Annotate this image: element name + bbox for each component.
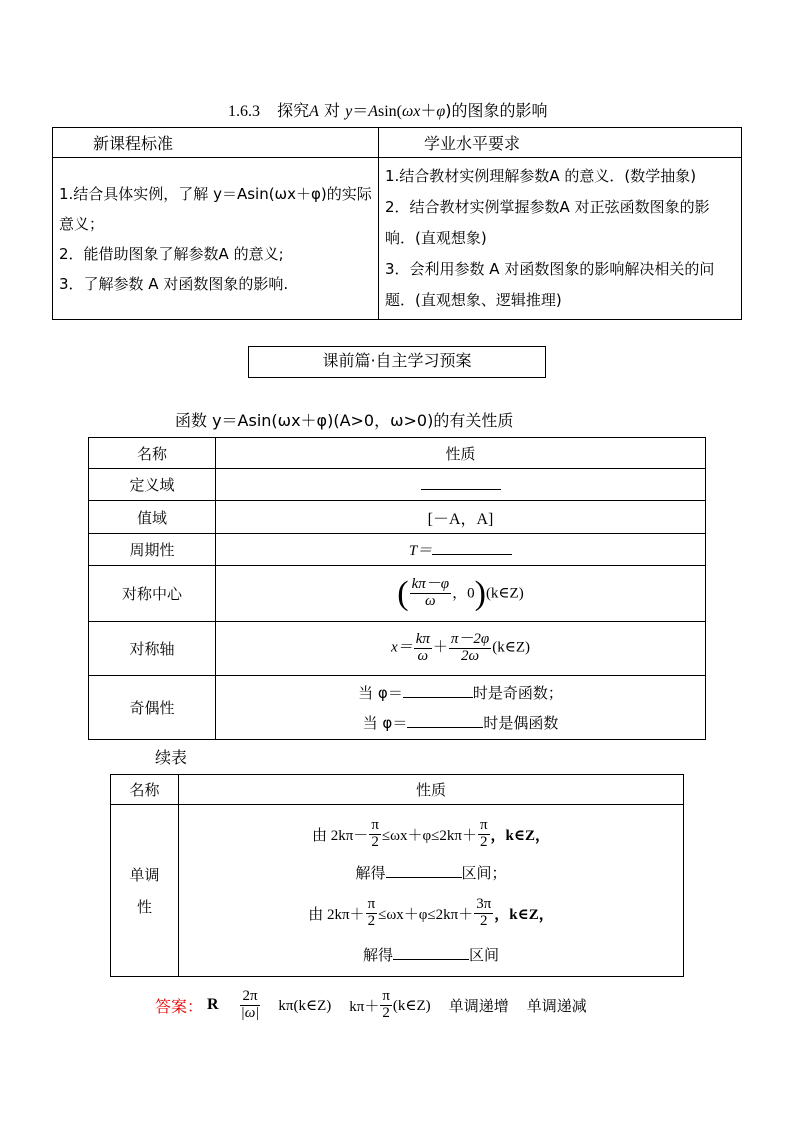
mono-line-1 [179,812,683,858]
section-number: 1.6.3 [228,103,260,120]
axis-cond: (k∈Z) [492,639,530,656]
mono-3c: ，k∈Z， [494,907,554,923]
monotonic-name-2: 性 [136,897,152,916]
answer-line [155,980,587,1030]
title-sin: sin( [377,103,402,120]
axis-den1: ω [417,648,429,664]
standards-header-right: 学业水平要求 [379,128,742,158]
table1-caption: 函数 y＝Asin(ωx＋φ)(A>0，ω>0)的有关性质 [175,411,514,430]
mono-1c: ，k∈Z， [490,828,550,844]
mono-1a: 由 2kπ－ [311,828,369,844]
standards-header-left: 新课程标准 [53,128,379,158]
mono-2a: 解得 [355,863,386,882]
answer-6: 单调递减 [526,996,587,1015]
continued-label: 续表 [155,748,188,767]
axis-x: x＝ [391,639,413,656]
section-box: 课前篇·自主学习预案 [248,346,546,378]
row-parity-name: 奇偶性 [89,676,216,740]
pi-den-b: 2 [480,834,488,850]
row-center-name: 对称中心 [89,566,216,622]
title-tail: )的图象的影响 [445,101,548,120]
row-domain-value [216,469,706,501]
odd-blank[interactable] [403,696,473,698]
title-eq: ＝ [352,101,369,120]
standard-item-1: 1.结合具体实例，了解 y＝Asin(ωx＋φ)的实际意义； [59,184,372,233]
requirement-item-2: 2．结合教材实例掌握参数A 对正弦函数图象的影响．(直观想象) [385,198,710,247]
parity-2a: 当 φ＝ [362,713,408,732]
standards-table [52,127,742,320]
period-label: T＝ [408,543,433,559]
right-paren: ) [474,574,486,612]
page-title [228,98,548,121]
title-var-y: y [345,103,353,120]
axis-fraction-2 [449,632,491,665]
mono-3b: ≤ωx＋φ≤2kπ＋ [378,907,474,923]
center-num: kπ－φ [411,576,450,593]
properties-table [88,437,706,740]
answer-3: kπ(k∈Z) [278,997,332,1014]
row-axis-name: 对称轴 [89,622,216,676]
monotonic-name [111,805,179,977]
table1-header-property: 性质 [216,438,706,469]
pi-den: 2 [371,834,379,850]
parity-2b: 时是偶函数 [483,713,559,732]
answer-label: 答案： [155,996,204,1016]
pi-over-2-fraction-b [478,818,490,851]
mono-line-3 [179,888,683,940]
three-pi-den: 2 [480,913,488,929]
answer-4-den: 2 [382,1004,390,1021]
mono-line-4 [179,940,683,970]
row-domain-name: 定义域 [89,469,216,501]
title-var-a2: A [368,103,378,120]
requirement-item-1: 1.结合教材实例理解参数A 的意义．(数学抽象) [385,167,697,185]
answer-4-post: (k∈Z) [392,997,431,1014]
title-var-a: A [309,103,319,120]
even-blank[interactable] [407,726,483,728]
standards-right-cell [379,158,742,320]
answer-1: R [207,996,219,1013]
axis-num2: π－2φ [450,631,490,648]
axis-plus: ＋ [432,639,448,656]
pi-num-b: π [479,817,488,834]
parity-1a: 当 φ＝ [358,683,403,702]
title-text: 探究 [277,101,310,120]
axis-fraction-1 [414,632,432,665]
mono-4a: 解得 [362,945,393,964]
pi-num: π [371,817,379,834]
title-x: x [413,103,421,120]
three-pi-num: 3π [476,896,492,913]
answer-2-den: |ω| [240,1004,260,1021]
center-cond: (k∈Z) [485,584,524,601]
title-omega: ω [401,103,414,120]
standards-left-cell [53,158,379,320]
requirement-item-3: 3．会利用参数 A 对函数图象的影响解决相关的问题．(直观想象、逻辑推理) [385,260,715,309]
mono-2b: 区间； [461,863,507,882]
table2-header-name: 名称 [111,775,179,805]
increase-blank[interactable] [386,876,462,878]
answer-2-num: 2π [242,987,258,1004]
title-phi: φ [436,103,446,120]
mono-1b: ≤ωx＋φ≤2kπ＋ [381,828,477,844]
monotonic-value [179,805,684,977]
domain-blank[interactable] [421,488,501,490]
mono-4b: 区间 [469,945,500,964]
pi-over-2-fraction [369,818,381,851]
center-den: ω [425,593,436,609]
row-range-name: 值域 [89,501,216,534]
three-pi-over-2-fraction [474,897,493,930]
monotonic-name-1: 单调 [129,865,160,884]
axis-den2: 2ω [461,648,480,664]
answer-5: 单调递增 [448,996,509,1015]
row-period-name: 周期性 [89,534,216,566]
answer-4-num: π [382,987,390,1004]
standard-item-2: 2．能借助图象了解参数A 的意义; [59,244,284,263]
answer-4-frac [380,989,392,1022]
center-fraction [410,577,451,610]
row-parity-value [216,676,706,740]
standard-item-3: 3．了解参数 A 对函数图象的影响. [59,274,289,293]
row-range-value: [－A，A] [216,501,706,534]
center-tail: ，0 [452,584,475,601]
table2-header-property: 性质 [179,775,684,805]
parity-1b: 时是奇函数； [472,683,563,702]
mono-3a: 由 2kπ＋ [308,907,365,923]
pi-num-c: π [367,896,376,913]
pi-over-2-fraction-c [366,897,378,930]
decrease-blank[interactable] [393,958,469,960]
row-axis-value [216,622,706,676]
mono-line-2 [179,858,683,888]
title-text-2: 对 [318,101,346,120]
parity-line-2 [216,708,705,738]
row-period-value [216,534,706,566]
answer-4-pre: kπ＋ [349,998,380,1015]
title-plus: ＋ [420,101,437,120]
row-center-value [216,566,706,622]
pi-den-c: 2 [367,913,376,929]
table1-header-name: 名称 [89,438,216,469]
axis-num1: kπ [415,631,430,648]
left-paren: ( [397,574,409,612]
answer-2 [239,989,262,1022]
monotonic-table [110,774,684,977]
period-blank[interactable] [432,553,512,555]
parity-line-1 [216,678,705,708]
